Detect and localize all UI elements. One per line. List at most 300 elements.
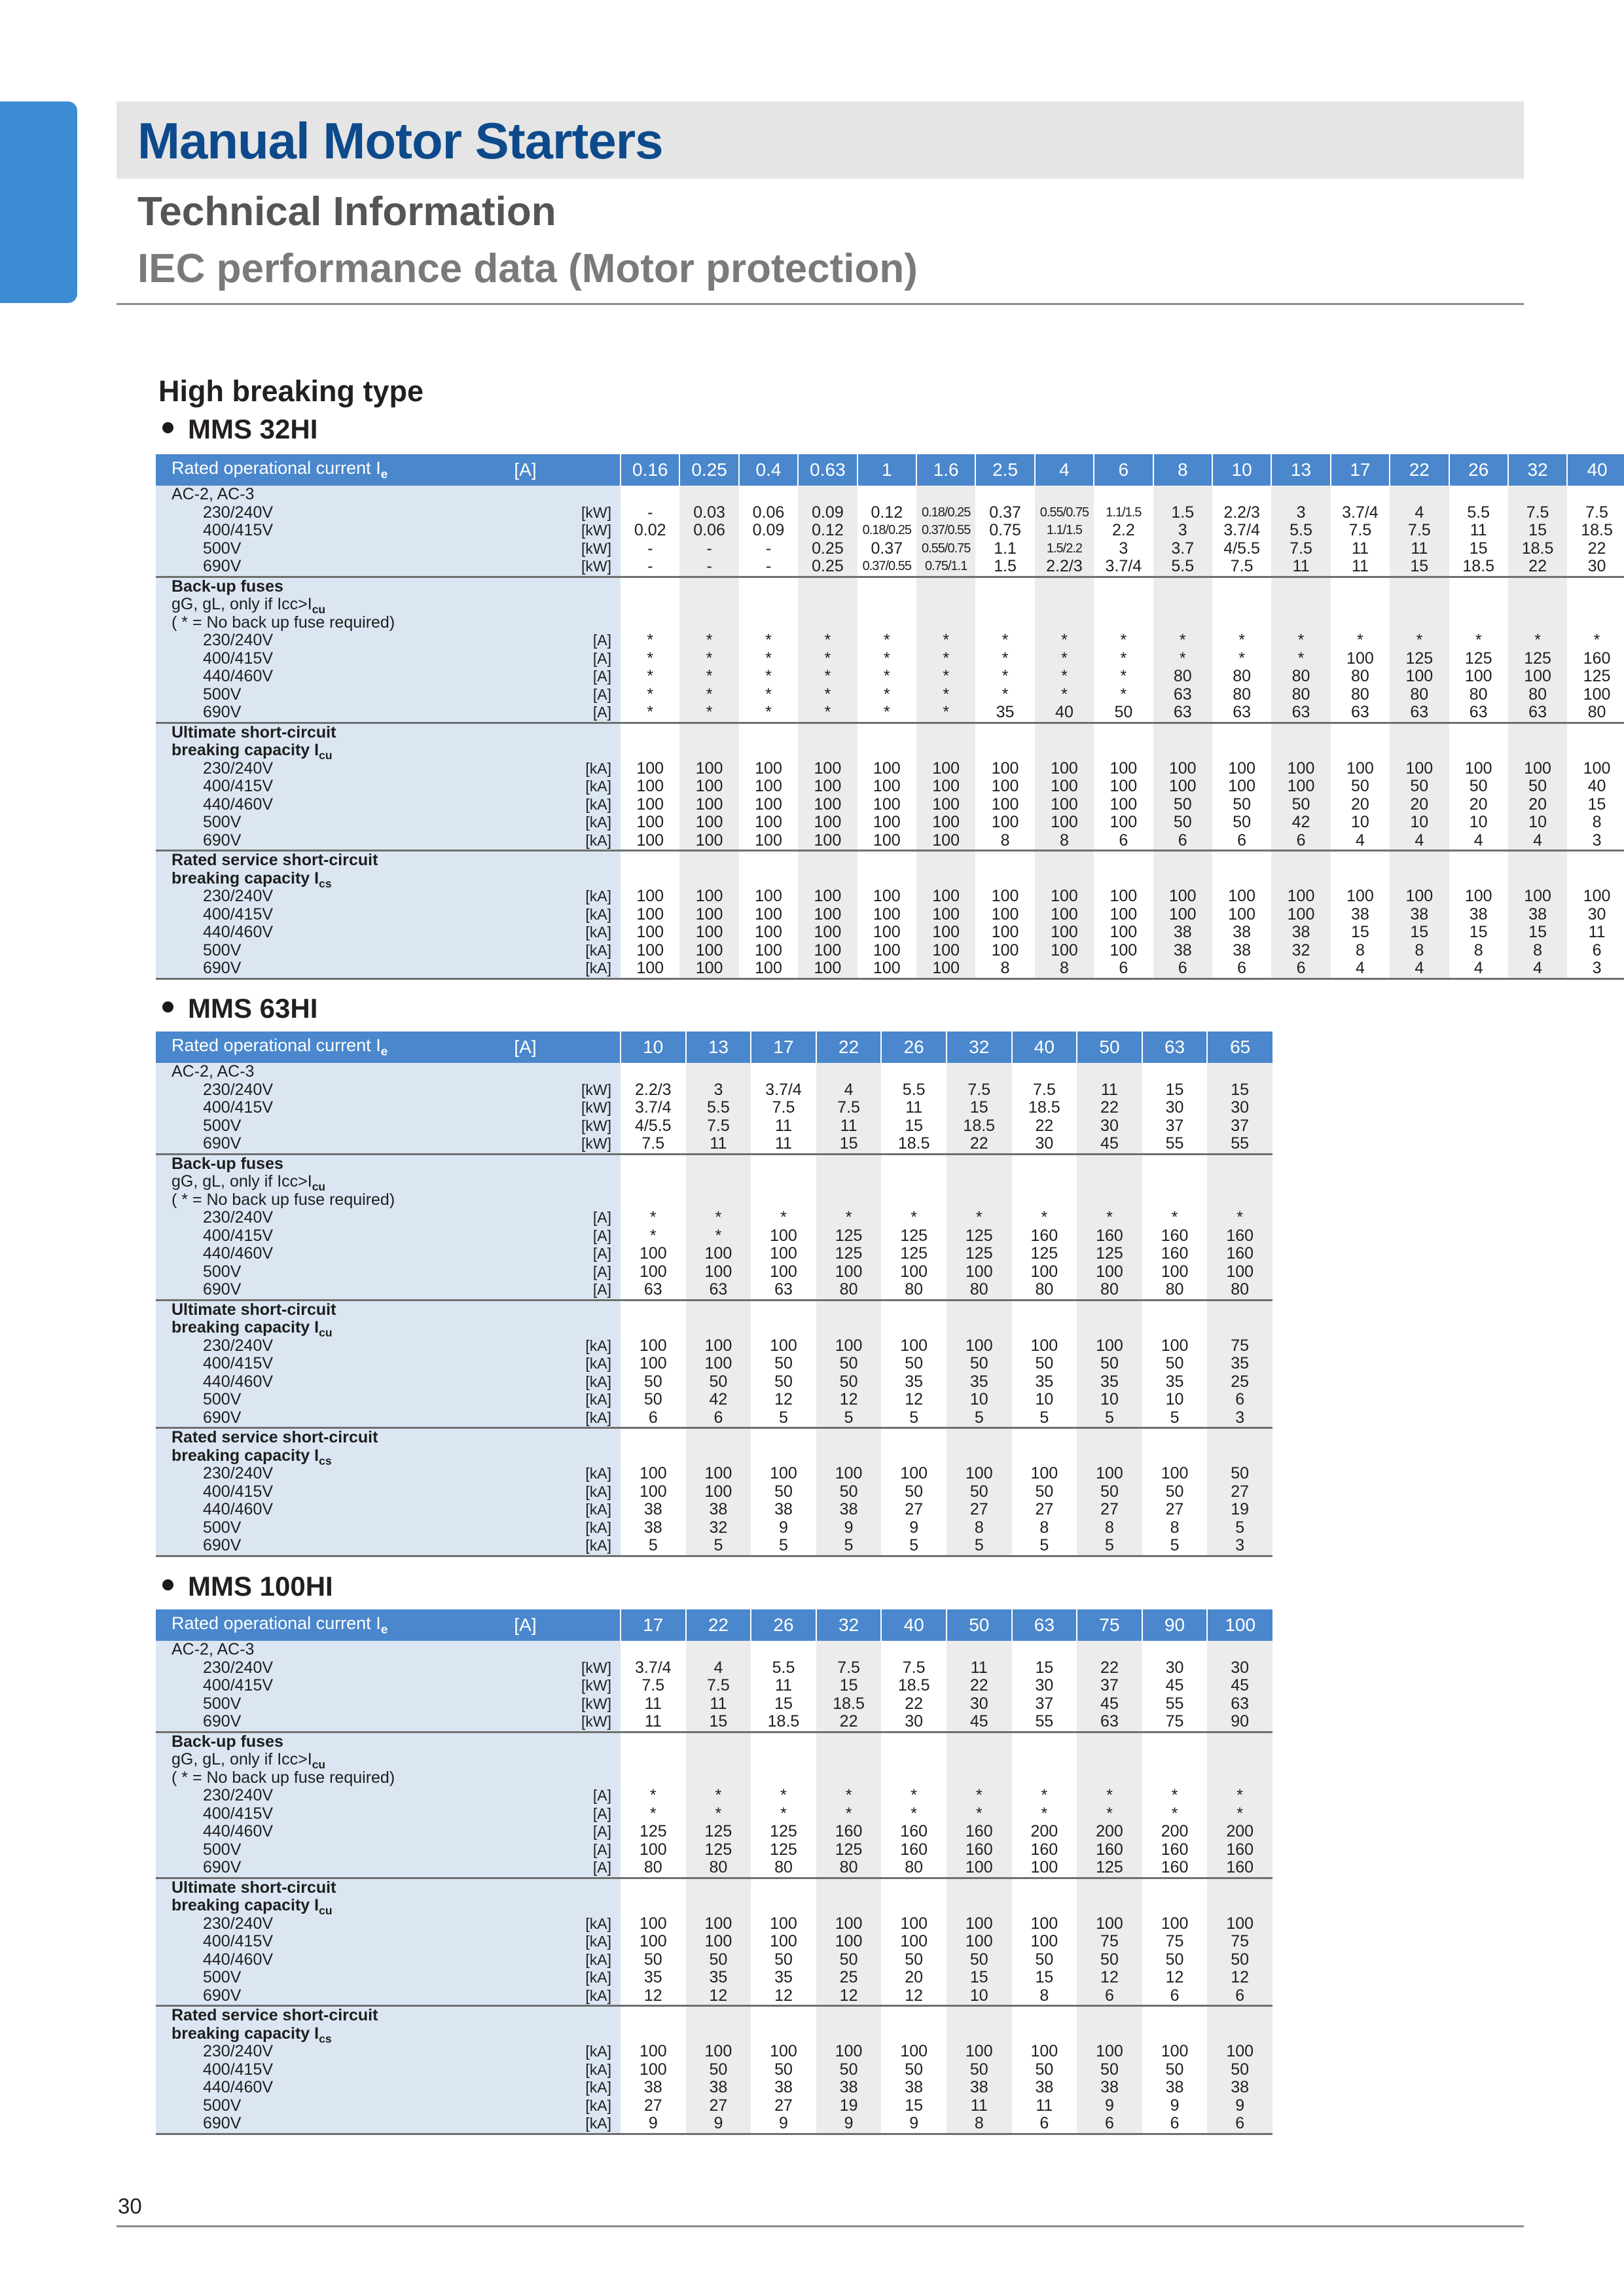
value-cell: [857, 723, 916, 851]
value-text: 30: [1587, 905, 1606, 924]
value-text: *: [943, 649, 950, 668]
value-text: 125: [900, 1226, 928, 1245]
value-text: 15: [1351, 923, 1369, 941]
current-column-header: 0.63: [798, 454, 857, 486]
value-text: 63: [709, 1280, 728, 1299]
value-text: *: [911, 1786, 918, 1804]
value-text: 20: [1528, 795, 1547, 814]
value-text: 22: [1100, 1658, 1119, 1677]
value-text: 5: [844, 1536, 854, 1554]
value-text: 35: [1100, 1372, 1119, 1391]
value-text: 38: [969, 2078, 988, 2096]
value-text: 100: [1583, 887, 1611, 905]
value-text: 200: [1096, 1822, 1123, 1840]
unit-text: [A]: [592, 1245, 611, 1262]
value-text: 8: [1170, 1518, 1180, 1537]
value-text: *: [1236, 1804, 1244, 1823]
value-text: 2.2/3: [1223, 503, 1260, 522]
label-text: Rated service short-circuit: [171, 2006, 378, 2024]
value-text: 18.5: [1028, 1098, 1060, 1117]
value-text: 50: [1469, 777, 1488, 795]
value-text: *: [647, 649, 654, 668]
value-text: 100: [900, 1262, 928, 1281]
value-text: 50: [839, 2060, 858, 2079]
group-title-line: [156, 724, 431, 742]
value-text: 100: [1161, 1464, 1189, 1482]
value-text: 50: [905, 1482, 924, 1501]
value-text: 22: [1035, 1116, 1054, 1135]
group-title-line: [156, 1191, 431, 1210]
value-text: 100: [1096, 1464, 1123, 1482]
value-text: 5: [779, 1408, 788, 1427]
value-text: 19: [1231, 1500, 1250, 1518]
value-text: 5: [648, 1536, 658, 1554]
value-text: *: [1041, 1208, 1048, 1227]
value-text: 15: [1231, 1080, 1250, 1099]
unit-text: [kW]: [581, 1713, 611, 1730]
value-cell: [947, 1878, 1012, 2006]
value-text: 15: [839, 1676, 858, 1695]
value-text: 3.7/4: [765, 1080, 802, 1099]
value-text: *: [1236, 1786, 1244, 1804]
value-text: 38: [774, 2078, 793, 2096]
value-text: 11: [775, 1116, 792, 1135]
value-text: 3.7/4: [634, 1098, 672, 1117]
value-text: 6: [1235, 1390, 1245, 1408]
value-text: 100: [639, 1244, 667, 1263]
value-text: 100: [636, 759, 664, 778]
value-text: 35: [1165, 1372, 1184, 1391]
value-text: 50: [1165, 1482, 1184, 1501]
label-text: gG, gL, only if Icc>I: [171, 1172, 312, 1191]
value-text: *: [1001, 649, 1009, 668]
value-cell: [1077, 1428, 1142, 1556]
unit-text: [kA]: [585, 1355, 611, 1372]
value-text: *: [845, 1804, 852, 1823]
group-title-line: [156, 1897, 431, 1915]
value-text: 3: [1119, 539, 1128, 558]
value-text: 22: [969, 1134, 988, 1153]
value-text: 11: [775, 1676, 792, 1695]
value-text: *: [975, 1208, 983, 1227]
value-cell: [916, 723, 975, 851]
value-text: *: [1120, 649, 1127, 668]
value-text: 100: [1168, 905, 1197, 924]
value-text: 8: [1039, 1518, 1049, 1537]
value-text: 4: [713, 1658, 723, 1677]
value-text: 8: [1060, 959, 1069, 977]
value-text: 6: [1119, 959, 1128, 977]
value-text: 100: [1583, 685, 1611, 704]
value-cell: [751, 1154, 816, 1300]
group-label: [156, 1641, 431, 1732]
label-text: breaking capacity I: [171, 869, 319, 888]
value-text: 8: [1000, 959, 1010, 977]
value-text: 7.5: [902, 1658, 926, 1677]
value-text: 100: [636, 941, 664, 960]
value-text: 35: [905, 1372, 924, 1391]
unit-text: [A]: [592, 649, 612, 667]
model-name: MMS 32HI: [188, 414, 318, 444]
label-subscript: cu: [312, 1758, 326, 1771]
unit-text: [kA]: [585, 1408, 611, 1426]
value-cell: [1153, 851, 1212, 979]
value-text: 125: [770, 1840, 797, 1859]
value-text: 50: [1528, 777, 1547, 795]
value-text: 100: [991, 795, 1019, 814]
value-text: 75: [1231, 1932, 1250, 1950]
value-text: 6: [1178, 831, 1187, 850]
group-label: [156, 851, 431, 979]
value-text: -: [765, 539, 772, 558]
value-text: 38: [1173, 941, 1192, 960]
unit-label: [431, 1154, 621, 1300]
value-text: 27: [905, 1500, 924, 1518]
value-text: 25: [839, 1968, 858, 1986]
value-text: 160: [900, 1840, 928, 1859]
value-text: *: [706, 685, 713, 704]
value-text: *: [883, 649, 890, 668]
value-text: 100: [1524, 667, 1551, 685]
value-text: *: [1061, 631, 1068, 649]
value-text: 125: [965, 1244, 993, 1263]
unit-label: [431, 1878, 621, 2006]
value-text: *: [715, 1208, 722, 1227]
voltage-label: 230/240V: [203, 2042, 274, 2060]
value-cell: [975, 723, 1034, 851]
value-text: 100: [1110, 777, 1138, 795]
value-text: 4: [1473, 959, 1483, 977]
value-text: 45: [1100, 1134, 1119, 1153]
value-text: 19: [839, 2096, 858, 2115]
value-cell: [1212, 486, 1271, 577]
value-text: 27: [969, 1500, 988, 1518]
label-subscript: cu: [319, 749, 333, 762]
value-text: 18.5: [1521, 539, 1554, 558]
value-text: 38: [1233, 941, 1252, 960]
group-label: [156, 2006, 431, 2134]
value-text: 3: [1235, 1408, 1245, 1427]
voltage-label: 440/460V: [203, 1244, 274, 1263]
value-text: 100: [1464, 759, 1492, 778]
value-text: 4: [1533, 831, 1543, 850]
value-text: 80: [1469, 685, 1488, 704]
value-text: 100: [932, 795, 960, 814]
value-text: 15: [1528, 521, 1547, 539]
value-text: 0.06: [752, 503, 785, 522]
value-text: 50: [774, 2060, 793, 2079]
voltage-label: 500V: [203, 539, 242, 558]
value-text: 22: [969, 1676, 988, 1695]
value-text: 5.5: [1171, 557, 1195, 575]
value-text: 100: [1051, 813, 1078, 831]
value-text: 30: [1231, 1658, 1250, 1677]
value-cell: [1207, 1300, 1272, 1428]
value-text: 12: [709, 1986, 728, 2005]
value-text: 0.03: [693, 503, 725, 522]
value-text: 38: [643, 2078, 662, 2096]
value-cell: [816, 1732, 882, 1878]
value-cell: [621, 851, 679, 979]
value-text: 50: [969, 2060, 988, 2079]
unit-text: [A]: [592, 632, 612, 649]
unit-text: [A]: [592, 1804, 611, 1822]
value-text: 100: [835, 1336, 863, 1355]
value-cell: [1271, 486, 1330, 577]
value-text: 160: [1226, 1226, 1254, 1245]
value-text: *: [715, 1226, 722, 1245]
value-text: 11: [970, 1658, 988, 1677]
unit-text: [A]: [592, 1209, 611, 1226]
value-cell: [947, 1154, 1012, 1300]
value-text: 63: [1173, 703, 1192, 721]
value-text: 20: [1469, 795, 1488, 814]
value-text: 100: [1226, 1262, 1254, 1281]
value-text: 100: [835, 2042, 863, 2060]
value-text: 9: [844, 2114, 854, 2132]
service-breaking-group: [156, 1428, 1272, 1556]
value-text: 100: [639, 1262, 667, 1281]
value-cell: [857, 851, 916, 979]
value-text: 11: [775, 1134, 792, 1153]
value-cell: [1449, 851, 1508, 979]
value-cell: [1331, 486, 1390, 577]
value-text: 3.7: [1171, 539, 1195, 558]
value-cell: [1207, 1878, 1272, 2006]
value-cell: [798, 723, 857, 851]
value-text: 80: [1291, 667, 1310, 685]
value-text: 7.5: [1526, 503, 1549, 522]
value-cell: [1153, 723, 1212, 851]
voltage-label: 690V: [203, 831, 242, 850]
value-text: 50: [1410, 777, 1429, 795]
value-text: 9: [648, 2114, 658, 2132]
value-text: 11: [644, 1694, 662, 1713]
group-title-line: [156, 1641, 431, 1659]
current-column-header: 65: [1207, 1031, 1272, 1063]
header-row: [156, 1609, 1272, 1641]
header-row: [156, 454, 1624, 486]
value-cell: [881, 1878, 947, 2006]
value-cell: [1012, 1063, 1077, 1154]
value-cell: [1035, 723, 1094, 851]
value-text: 100: [1168, 777, 1197, 795]
value-text: 10: [1035, 1390, 1054, 1408]
value-text: 9: [844, 1518, 854, 1537]
value-text: 27: [709, 2096, 728, 2115]
group-label: [156, 1732, 431, 1878]
value-text: 6: [1178, 959, 1187, 977]
value-text: 0.37/0.55: [921, 523, 971, 537]
value-text: 100: [1287, 759, 1315, 778]
value-text: 18.5: [1462, 557, 1495, 575]
rated-current-header: [156, 454, 431, 486]
spec-table: [156, 1031, 1272, 1557]
value-text: 100: [695, 905, 723, 924]
value-text: 100: [1096, 1336, 1123, 1355]
value-cell: [881, 1154, 947, 1300]
value-text: 100: [755, 887, 782, 905]
value-text: 100: [932, 831, 960, 850]
current-column-header: 17: [621, 1609, 686, 1641]
value-text: 100: [755, 813, 782, 831]
value-text: 6: [1296, 831, 1306, 850]
value-text: 32: [1291, 941, 1310, 960]
value-text: 4/5.5: [1223, 539, 1260, 558]
value-text: *: [1171, 1804, 1178, 1823]
unit-text: [kW]: [581, 539, 612, 557]
value-cell: [621, 2006, 686, 2134]
value-text: 11: [1351, 539, 1369, 558]
value-text: 30: [1587, 557, 1606, 575]
value-text: 38: [643, 1518, 662, 1537]
value-text: 100: [932, 813, 960, 831]
value-text: 50: [1173, 813, 1192, 831]
value-text: 100: [1096, 1262, 1123, 1281]
value-cell: [1449, 723, 1508, 851]
value-text: 63: [1231, 1694, 1250, 1713]
value-text: 27: [1035, 1500, 1054, 1518]
value-text: *: [883, 667, 890, 685]
value-text: -: [647, 503, 653, 522]
value-cell: [1271, 577, 1330, 723]
value-cell: [947, 1300, 1012, 1428]
value-text: 5: [1105, 1408, 1114, 1427]
value-text: 160: [1161, 1244, 1189, 1263]
voltage-label: 690V: [203, 2114, 242, 2132]
model-name: MMS 63HI: [188, 993, 318, 1024]
value-text: 35: [1035, 1372, 1054, 1391]
value-text: *: [1041, 1804, 1048, 1823]
value-text: 160: [1161, 1858, 1189, 1876]
value-text: 200: [1030, 1822, 1058, 1840]
value-text: 12: [905, 1986, 924, 2005]
group-label: [156, 1878, 431, 2006]
value-cell: [1331, 851, 1390, 979]
header-row: [156, 1031, 1272, 1063]
value-text: *: [706, 703, 713, 721]
label-text: Rated operational current I: [171, 1613, 381, 1633]
value-text: 125: [704, 1840, 732, 1859]
value-cell: [751, 1732, 816, 1878]
value-text: 22: [1528, 557, 1547, 575]
value-cell: [1207, 1428, 1272, 1556]
value-text: 4: [1355, 831, 1365, 850]
value-text: 90: [1231, 1712, 1250, 1731]
value-text: 100: [932, 941, 960, 960]
value-text: 27: [1100, 1500, 1119, 1518]
value-text: *: [1001, 685, 1009, 704]
value-text: 0.09: [752, 521, 785, 539]
value-text: 100: [965, 1336, 993, 1355]
value-cell: [975, 577, 1034, 723]
value-text: 40: [1587, 777, 1606, 795]
value-cell: [739, 851, 798, 979]
value-cell: [686, 1732, 751, 1878]
current-column-header: 22: [1390, 454, 1449, 486]
voltage-label: 440/460V: [203, 2078, 274, 2096]
unit-text: [kW]: [581, 1677, 611, 1694]
value-text: 45: [1231, 1676, 1250, 1695]
value-text: 160: [1226, 1858, 1254, 1876]
value-text: 160: [1226, 1244, 1254, 1263]
bullet-icon: [162, 1579, 173, 1590]
value-text: 100: [1464, 887, 1492, 905]
value-text: 50: [1233, 795, 1252, 814]
group-label: [156, 723, 431, 851]
voltage-label: 230/240V: [203, 759, 274, 778]
value-text: 125: [965, 1226, 993, 1245]
model-title: [162, 993, 317, 1024]
value-text: 50: [643, 1390, 662, 1408]
current-column-header: 17: [751, 1031, 816, 1063]
value-text: 15: [839, 1134, 858, 1153]
value-text: 5.5: [902, 1080, 926, 1099]
value-text: 35: [643, 1968, 662, 1986]
value-cell: [621, 1300, 686, 1428]
value-cell: [1331, 577, 1390, 723]
value-cell: [1094, 851, 1153, 979]
value-text: 22: [1100, 1098, 1119, 1117]
value-text: *: [780, 1786, 787, 1804]
value-text: 50: [774, 1354, 793, 1372]
value-text: 40: [1055, 703, 1074, 721]
value-text: 100: [770, 1226, 797, 1245]
value-cell: [1508, 486, 1567, 577]
value-text: 12: [839, 1390, 858, 1408]
value-text: 50: [1231, 2060, 1250, 2079]
value-text: -: [765, 557, 772, 575]
backup-fuses-group: [156, 1154, 1272, 1300]
value-text: 0.25: [812, 557, 844, 575]
voltage-label: 440/460V: [203, 667, 274, 685]
label-text: Rated service short-circuit: [171, 1428, 378, 1446]
value-text: 100: [932, 777, 960, 795]
value-text: 3: [1296, 503, 1306, 522]
value-text: 100: [1096, 1914, 1123, 1933]
group-title-line: [156, 1447, 431, 1465]
unit-text: [kA]: [585, 1391, 611, 1408]
value-text: 5: [1105, 1536, 1114, 1554]
value-text: 100: [1287, 777, 1315, 795]
voltage-label: 690V: [203, 1134, 242, 1153]
value-cell: [881, 1732, 947, 1878]
label-text: Ultimate short-circuit: [171, 1300, 336, 1319]
value-text: 3.7/4: [1105, 557, 1142, 575]
value-cell: [679, 851, 738, 979]
value-text: 100: [704, 1914, 732, 1933]
value-text: 6: [1296, 959, 1306, 977]
value-text: 11: [1351, 557, 1369, 575]
value-text: *: [649, 1786, 657, 1804]
value-text: 5: [713, 1536, 723, 1554]
value-text: 11: [1292, 557, 1310, 575]
value-cell: [1077, 1063, 1142, 1154]
value-text: 100: [873, 795, 901, 814]
value-text: 100: [991, 813, 1019, 831]
value-text: 100: [873, 759, 901, 778]
value-text: *: [1593, 631, 1600, 649]
group-label: [156, 1428, 431, 1556]
value-cell: [679, 486, 738, 577]
label-text: Back-up fuses: [171, 1154, 283, 1173]
value-text: 2.2/3: [1046, 557, 1083, 575]
value-cell: [1012, 2006, 1077, 2134]
value-text: 4: [1415, 831, 1424, 850]
value-text: 75: [1231, 1336, 1250, 1355]
unit-text: [kA]: [585, 960, 612, 977]
current-column-header: 40: [881, 1609, 947, 1641]
